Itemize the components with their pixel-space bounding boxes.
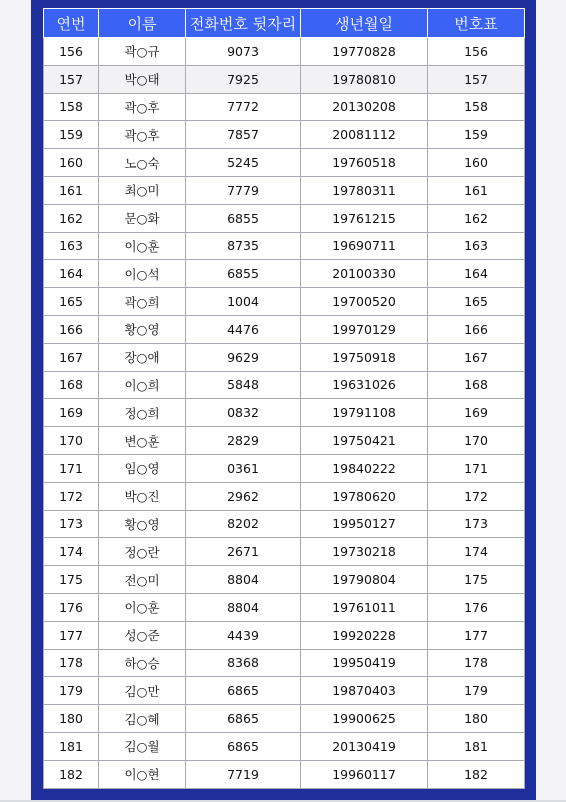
ticket-cell: 156 — [428, 38, 525, 66]
birthdate-cell: 19750421 — [301, 427, 428, 455]
ticket-cell: 169 — [428, 399, 525, 427]
name-cell: 임○영 — [99, 454, 186, 482]
serial-cell: 157 — [44, 65, 99, 93]
header-name: 이름 — [99, 9, 186, 38]
ticket-cell: 164 — [428, 260, 525, 288]
serial-cell: 178 — [44, 649, 99, 677]
ticket-cell: 162 — [428, 204, 525, 232]
birthdate-cell: 19690711 — [301, 232, 428, 260]
birthdate-cell: 19700520 — [301, 288, 428, 316]
phone-cell: 2962 — [186, 482, 301, 510]
phone-cell: 6865 — [186, 705, 301, 733]
ticket-cell: 170 — [428, 427, 525, 455]
name-cell: 황○영 — [99, 510, 186, 538]
birthdate-cell: 19760518 — [301, 149, 428, 177]
phone-cell: 7857 — [186, 121, 301, 149]
ticket-cell: 178 — [428, 649, 525, 677]
phone-cell: 2671 — [186, 538, 301, 566]
name-cell: 최○미 — [99, 176, 186, 204]
header-serial: 연번 — [44, 9, 99, 38]
serial-cell: 168 — [44, 371, 99, 399]
ticket-cell: 180 — [428, 705, 525, 733]
phone-cell: 7779 — [186, 176, 301, 204]
name-cell: 곽○규 — [99, 38, 186, 66]
serial-cell: 171 — [44, 454, 99, 482]
table-row — [44, 538, 525, 566]
table-row — [44, 482, 525, 510]
name-cell: 곽○희 — [99, 288, 186, 316]
table-row — [44, 649, 525, 677]
ticket-cell: 174 — [428, 538, 525, 566]
birthdate-cell: 19780810 — [301, 65, 428, 93]
ticket-cell: 173 — [428, 510, 525, 538]
table-container — [43, 8, 524, 789]
ticket-cell: 177 — [428, 621, 525, 649]
phone-cell: 8202 — [186, 510, 301, 538]
phone-cell: 4476 — [186, 315, 301, 343]
name-cell: 김○월 — [99, 732, 186, 760]
birthdate-cell: 19780311 — [301, 176, 428, 204]
name-cell: 문○화 — [99, 204, 186, 232]
birthdate-cell: 19780620 — [301, 482, 428, 510]
table-row — [44, 176, 525, 204]
birthdate-cell: 19960117 — [301, 760, 428, 788]
phone-cell: 9629 — [186, 343, 301, 371]
name-cell: 전○미 — [99, 566, 186, 594]
phone-cell: 4439 — [186, 621, 301, 649]
birthdate-cell: 19791108 — [301, 399, 428, 427]
table-row — [44, 288, 525, 316]
name-cell: 이○훈 — [99, 593, 186, 621]
table-row — [44, 121, 525, 149]
phone-cell: 5848 — [186, 371, 301, 399]
birthdate-cell: 19790804 — [301, 566, 428, 594]
ticket-cell: 159 — [428, 121, 525, 149]
ticket-cell: 161 — [428, 176, 525, 204]
serial-cell: 176 — [44, 593, 99, 621]
serial-cell: 177 — [44, 621, 99, 649]
table-row — [44, 343, 525, 371]
birthdate-cell: 19950419 — [301, 649, 428, 677]
name-cell: 곽○후 — [99, 93, 186, 121]
birthdate-cell: 19750918 — [301, 343, 428, 371]
table-row — [44, 593, 525, 621]
serial-cell: 159 — [44, 121, 99, 149]
table-body — [44, 38, 525, 789]
name-cell: 박○태 — [99, 65, 186, 93]
table-header-row — [44, 9, 525, 38]
ticket-cell: 163 — [428, 232, 525, 260]
ticket-cell: 166 — [428, 315, 525, 343]
table-row — [44, 427, 525, 455]
table-row — [44, 760, 525, 788]
table-frame — [31, 0, 536, 800]
serial-cell: 158 — [44, 93, 99, 121]
birthdate-cell: 19900625 — [301, 705, 428, 733]
birthdate-cell: 19770828 — [301, 38, 428, 66]
birthdate-cell: 19761215 — [301, 204, 428, 232]
serial-cell: 164 — [44, 260, 99, 288]
table-row — [44, 454, 525, 482]
serial-cell: 169 — [44, 399, 99, 427]
name-cell: 하○승 — [99, 649, 186, 677]
table-row — [44, 510, 525, 538]
table-row — [44, 65, 525, 93]
serial-cell: 167 — [44, 343, 99, 371]
ticket-cell: 165 — [428, 288, 525, 316]
table-row — [44, 232, 525, 260]
name-cell: 황○영 — [99, 315, 186, 343]
ticket-cell: 176 — [428, 593, 525, 621]
phone-cell: 6855 — [186, 260, 301, 288]
serial-cell: 161 — [44, 176, 99, 204]
serial-cell: 166 — [44, 315, 99, 343]
serial-cell: 163 — [44, 232, 99, 260]
table-row — [44, 621, 525, 649]
phone-cell: 6855 — [186, 204, 301, 232]
birthdate-cell: 19970129 — [301, 315, 428, 343]
table-row — [44, 399, 525, 427]
table-row — [44, 732, 525, 760]
birthdate-cell: 19950127 — [301, 510, 428, 538]
phone-cell: 6865 — [186, 677, 301, 705]
phone-cell: 8735 — [186, 232, 301, 260]
name-cell: 김○혜 — [99, 705, 186, 733]
header-ticket-number: 번호표 — [428, 9, 525, 38]
serial-cell: 156 — [44, 38, 99, 66]
phone-cell: 8368 — [186, 649, 301, 677]
table-row — [44, 677, 525, 705]
ticket-cell: 182 — [428, 760, 525, 788]
phone-cell: 7925 — [186, 65, 301, 93]
serial-cell: 174 — [44, 538, 99, 566]
name-cell: 정○희 — [99, 399, 186, 427]
table-row — [44, 38, 525, 66]
ticket-cell: 167 — [428, 343, 525, 371]
serial-cell: 180 — [44, 705, 99, 733]
phone-cell: 7772 — [186, 93, 301, 121]
name-cell: 노○숙 — [99, 149, 186, 177]
table-row — [44, 260, 525, 288]
birthdate-cell: 20130419 — [301, 732, 428, 760]
header-birthdate: 생년월일 — [301, 9, 428, 38]
name-cell: 김○만 — [99, 677, 186, 705]
phone-cell: 2829 — [186, 427, 301, 455]
phone-cell: 8804 — [186, 566, 301, 594]
ticket-cell: 179 — [428, 677, 525, 705]
phone-cell: 0361 — [186, 454, 301, 482]
name-cell: 정○란 — [99, 538, 186, 566]
birthdate-cell: 20081112 — [301, 121, 428, 149]
birthdate-cell: 20130208 — [301, 93, 428, 121]
participant-table — [43, 8, 525, 789]
name-cell: 이○현 — [99, 760, 186, 788]
table-row — [44, 204, 525, 232]
ticket-cell: 168 — [428, 371, 525, 399]
serial-cell: 165 — [44, 288, 99, 316]
serial-cell: 179 — [44, 677, 99, 705]
serial-cell: 162 — [44, 204, 99, 232]
birthdate-cell: 19920228 — [301, 621, 428, 649]
table-row — [44, 705, 525, 733]
name-cell: 장○애 — [99, 343, 186, 371]
table-row — [44, 371, 525, 399]
phone-cell: 0832 — [186, 399, 301, 427]
birthdate-cell: 20100330 — [301, 260, 428, 288]
name-cell: 이○희 — [99, 371, 186, 399]
ticket-cell: 157 — [428, 65, 525, 93]
ticket-cell: 172 — [428, 482, 525, 510]
serial-cell: 182 — [44, 760, 99, 788]
birthdate-cell: 19840222 — [301, 454, 428, 482]
ticket-cell: 171 — [428, 454, 525, 482]
phone-cell: 6865 — [186, 732, 301, 760]
phone-cell: 1004 — [186, 288, 301, 316]
serial-cell: 160 — [44, 149, 99, 177]
birthdate-cell: 19730218 — [301, 538, 428, 566]
serial-cell: 170 — [44, 427, 99, 455]
table-row — [44, 93, 525, 121]
name-cell: 박○진 — [99, 482, 186, 510]
phone-cell: 8804 — [186, 593, 301, 621]
phone-cell: 5245 — [186, 149, 301, 177]
name-cell: 이○훈 — [99, 232, 186, 260]
ticket-cell: 181 — [428, 732, 525, 760]
table-row — [44, 566, 525, 594]
birthdate-cell: 19631026 — [301, 371, 428, 399]
table-row — [44, 149, 525, 177]
ticket-cell: 158 — [428, 93, 525, 121]
name-cell: 이○석 — [99, 260, 186, 288]
ticket-cell: 160 — [428, 149, 525, 177]
birthdate-cell: 19870403 — [301, 677, 428, 705]
name-cell: 곽○후 — [99, 121, 186, 149]
phone-cell: 9073 — [186, 38, 301, 66]
serial-cell: 172 — [44, 482, 99, 510]
name-cell: 성○준 — [99, 621, 186, 649]
serial-cell: 181 — [44, 732, 99, 760]
ticket-cell: 175 — [428, 566, 525, 594]
phone-cell: 7719 — [186, 760, 301, 788]
serial-cell: 175 — [44, 566, 99, 594]
table-row — [44, 315, 525, 343]
birthdate-cell: 19761011 — [301, 593, 428, 621]
name-cell: 변○훈 — [99, 427, 186, 455]
serial-cell: 173 — [44, 510, 99, 538]
header-phone-last-digits: 전화번호 뒷자리 — [186, 9, 301, 38]
